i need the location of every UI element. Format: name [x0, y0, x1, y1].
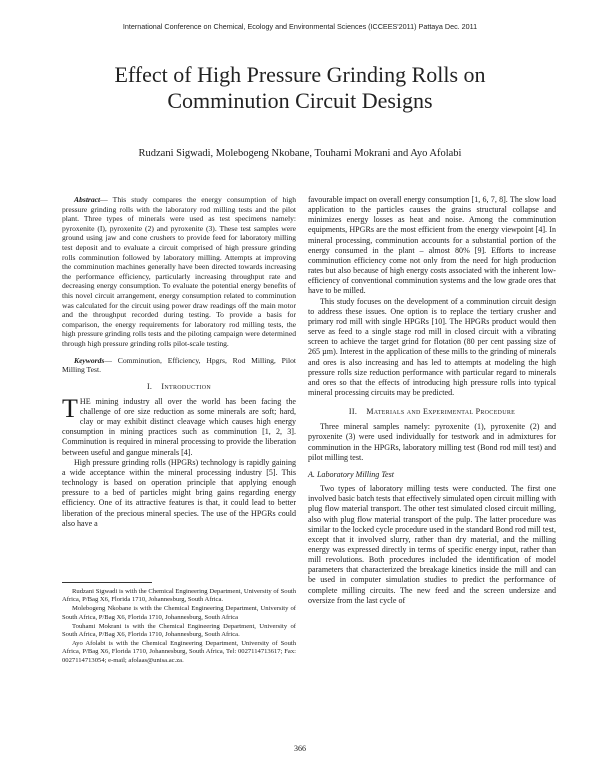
keywords: [62, 356, 296, 375]
body-paragraph-4: Two types of laboratory milling tests were conducted. The first one involved basic batch tests that effectively simulated open circuit milling with plug flow material transport. The other test simulated closed circuit milling, also with plug flow material transport of the pulp. The latter procedure was similar to the locked cycle procedure used in the standard Bond rod mill test, except that it involved slurry, rather than dry material, and the milling energy was expressed directly in terms of specific energy input, rather than mill revolutions. Both procedures included the identification of model parameters that characterized the breakage kinetics inside the mill and can be used in computer simulation studies to predict the performance of complete milling circuits. The new feed and the screen undersize and oversize from the last cycle of: [308, 484, 556, 605]
body-paragraph-1: favourable impact on overall energy consumption [1, 6, 7, 8]. The slow load application to the particles causes the grains structural collapse and minimizes energy losses as heat and noise. Among the comminution equipments, HPGRs are the most efficient from the energy viewpoint [4]. In mineral processing, comminution accounts for a substantial portion of the energy consumed in the plant – almost 80% [9]. Efforts to increase comminution efficiency come not only from the need for high production rates but also because of high energy costs associated with the inherent low-efficiency of conventional comminution systems and the low grade ores that have to be milled.: [308, 195, 556, 296]
footnote: Ayo Afolabi is with the Chemical Engineering Department, University of South Africa, P/Bag X6, Florida 1710, Johannesburg, South Africa, Tel: 0027114713617; Fax: 0027114713054; e-mail; afolaas@unisa.ac.za.: [62, 640, 296, 664]
section-heading-materials: [308, 407, 556, 417]
author-list: Rudzani Sigwadi, Molebogeng Nkobane, Touhami Mokrani and Ayo Afolabi: [138, 148, 462, 159]
conference-header: International Conference on Chemical, Ecology and Environmental Sciences (ICCEES'2011) Pattaya Dec. 2011: [122, 22, 478, 31]
title-line-2: Comminution Circuit Designs: [167, 88, 433, 113]
page-number: 366: [294, 744, 306, 753]
right-column: [308, 195, 556, 606]
subsection-heading-lab-milling: A. Laboratory Milling Test: [308, 469, 394, 479]
footnote: Molebogeng Nkobane is with the Chemical Engineering Department, University of South Africa, P/Bag X6, Florida 1710, Johannesburg, South Africa: [62, 605, 296, 621]
footnote: Rudzani Sigwadi is with the Chemical Engineering Department, University of South Africa, P/Bag X6, Florida 1710, Johannesburg, South Africa.: [62, 588, 296, 604]
abstract-label: Abstract: [74, 195, 101, 204]
intro-paragraph-2: High pressure grinding rolls (HPGRs) technology is rapidly gaining a wide acceptance within the mineral processing industry [5]. This technology is based on operation principle that applying enough pressure to a bed of particles might bring gains regarding energy efficiency. One of its attractive features is that, it could lead to better liberation of the precious mineral species. The use of the HPGRs could also have a: [62, 457, 296, 528]
title-line-1: Effect of High Pressure Grinding Rolls on: [114, 62, 486, 87]
keywords-label: Keywords: [74, 355, 105, 365]
section-number: I.: [146, 381, 153, 391]
body-paragraph-2: This study focuses on the development of a comminution circuit design to address these issues. One option is to replace the tertiary crusher and primary rod mill with single HPGRs [10]. The HPGRs product would then serve as feed to a single stage rod mill in closed circuit with a vibrating screen to achieve the target grind for flotation (80 per cent passing size of 265 µm). Interest in the application of these mills to the grinding of minerals and ores is also increasing and has led to attempts at modeling the high pressure rolls size reduction performance with particular regard to minerals and ores so that the effects of introducing high pressure rolls into typical mineral processing circuits may be predicted.: [308, 296, 556, 397]
section-number: II.: [348, 407, 358, 417]
section-title: Introduction: [161, 381, 212, 391]
intro-text-1: HE mining industry all over the world has been facing the challenge of ore size reduction as some minerals are soft; hard, clay or may exhibit distinct cleavage which causes high energy consumption in mining practices such as comminution [1, 2, 3]. Comminution is required in mineral processing to provide the liberation between useful and gangue minerals [4].: [62, 396, 296, 457]
footnote-rule: [62, 582, 152, 583]
drop-cap: T: [62, 393, 78, 423]
author-footnotes: [62, 588, 296, 666]
keywords-text: — Comminution, Efficiency, Hpgrs, Rod Milling, Pilot Milling Test.: [62, 355, 296, 375]
intro-paragraph-1: [62, 393, 296, 458]
section-title: Materials and Experimental Procedure: [366, 407, 516, 417]
section-heading-introduction: [62, 382, 296, 392]
footnote: Touhami Mokrani is with the Chemical Engineering Department, University of South Africa, P/Bag X6, Florida 1710, Johannesburg, South Africa.: [62, 622, 296, 639]
left-column: [62, 195, 296, 529]
body-paragraph-3: Three mineral samples namely: pyroxenite (1), pyroxenite (2) and pyroxenite (3) were used individually for testwork and in admixtures for comminution in the HPGRs, laboratory milling test (Bond rod mill test) and pilot milling test.: [308, 422, 556, 462]
abstract: [62, 195, 296, 349]
paper-title: [40, 62, 560, 114]
abstract-text: — This study compares the energy consumption of high pressure grinding rolls with the laboratory rod milling tests and the pilot plant. Three types of minerals were used as test specimens namely: pyroxenite (I), pyroxenite (2) and pyroxenite (3). These test samples were ground using jaw and cone crushers to provide feed for laboratory milling test deposit and to evaluate a circuit comprised of high pressure grinding rolls comminution followed by laboratory milling. Attempts at improving the comminution machines generally have been directed towards increasing the performance efficiency, particularly increasing throughput rate and decreasing energy consumption. To evaluate the potential energy benefits of this novel circuit arrangement, energy consumption related to comminution was calculated for the circuit using power draw readings off the main motor and the throughput recorded during testing. To provide a basis for comparison, the energy requirements for laboratory rod milling tests, the high pressure grinding rolls tests and the piloting campaign were determined through high pressure grinding rolls pilot-scale testing.: [62, 195, 296, 348]
